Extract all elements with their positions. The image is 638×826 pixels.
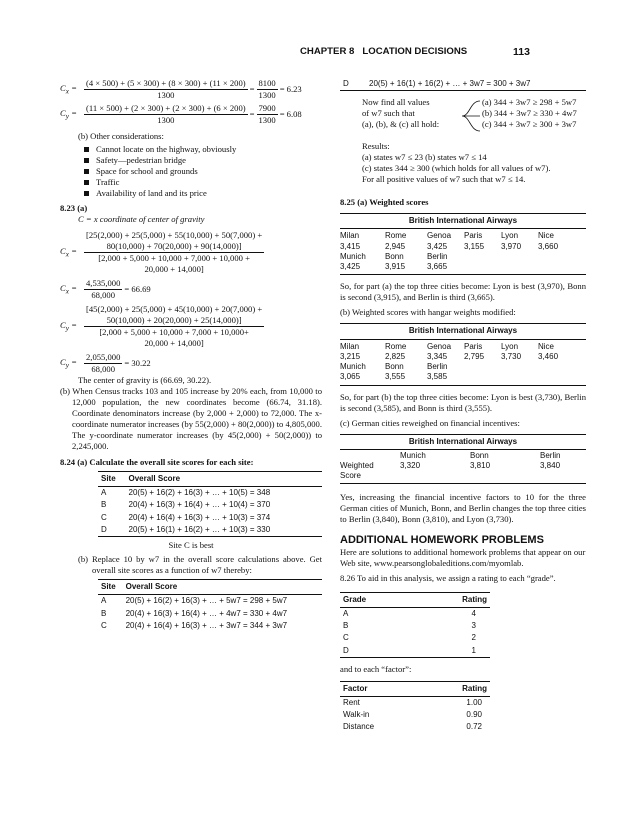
page-number: 113 [513, 46, 530, 58]
cy-big-equation: $C_y$ = [45(2,000) + 25(5,000) + 45(10,000) + 20(7,000) + 50(10,000) + 20(20,000) + 25(14,000)] [2,000 + 5,000 + 10,000 + 7,000 + 10,000+ 20,000 + 14,000] [60, 304, 263, 348]
weighted-scores-c: British International Airways Munich Bonn Berlin Weighted Score 3,320 3,810 3,840 [340, 434, 586, 484]
problem-8-25: 8.25 (a) Weighted scores [340, 197, 429, 208]
table-row: B 20(4) + 16(3) + 16(4) + … + 4w7 = 330 + 4w7 [101, 608, 288, 618]
list-item: Safety—pedestrian bridge [96, 155, 322, 166]
running-header [300, 46, 540, 58]
col-site: Site [98, 472, 126, 487]
table-row: B 20(4) + 16(3) + 16(4) + … + 10(4) = 370 [101, 500, 271, 510]
cx-definition: C = x coordinate of center of gravity [78, 214, 205, 224]
table-row: A 20(5) + 16(2) + 16(3) + … + 5w7 = 298 + 5w7 [101, 596, 288, 606]
site-c-best: Site C is best [168, 540, 214, 551]
table-row: D 20(5) + 16(1) + 16(2) + … + 10(3) = 330 [98, 524, 322, 537]
list-item: Cannot locate on the highway, obviously [96, 144, 322, 155]
col-overall: Overall Score [126, 472, 323, 487]
d-row-table [340, 78, 586, 91]
para-c: Yes, increasing the financial incentive factors to 10 for the three German cities of Munich, Bonn, and Berlin changes the top three cities to Berlin (3,840), Bonn (3,810), and Lyon (3,730). [340, 491, 586, 524]
problem-8-26: 8.26 To aid in this analysis, we assign a rating to each “grade”. [340, 572, 556, 583]
site-score-table [98, 471, 322, 537]
cy-result: $C_y$ = $\frac{2,055,000}{68,000}$ = 30.22 [60, 352, 151, 374]
chapter-label: CHAPTER 8 [300, 46, 355, 57]
para-a: So, for part (a) the top three cities become: Lyon is best (3,970), Bonn is second (3,915), and Berlin is third (3,665). [340, 281, 586, 303]
center-of-gravity: The center of gravity is (66.69, 30.22). [78, 375, 212, 385]
site-score-table-wrap [60, 471, 322, 537]
table-row: A 20(5) + 16(2) + 16(3) + … + 10(5) = 348 [101, 488, 271, 498]
list-item: Traffic [96, 177, 322, 188]
list-item: Availability of land and its price [96, 188, 322, 199]
add-text: Here are solutions to additional homework problems that appear on our Web site, www.pearsonglobaleditions.com/myomlab. [340, 546, 586, 568]
table-row: D 20(5) + 16(1) + 16(2) + … + 3w7 = 300 + 3w7 [340, 78, 586, 91]
right-column [340, 78, 586, 734]
cx-result: $C_x$ = $\frac{4,535,000}{68,000}$ = 66.69 [60, 278, 151, 300]
grade-table: Grade Rating A 4 B 3 C 2 D 1 [340, 592, 490, 658]
replace-paragraph: (b) Replace 10 by w7 in the overall score calculations above. Get overall site scores as a function of w7 thereby: [78, 554, 322, 576]
cy-equation: $C_y$ = $\frac{(11 \times 500) + (2 \times 300) + (2 \times 300) + (6 \times 200)}{1300}$ = $\frac{7900}{1300}$ = 6.08 [60, 103, 302, 125]
table-row: Distance 0.72 [343, 722, 482, 732]
list-item: Space for school and grounds [96, 166, 322, 177]
considerations-list [60, 144, 322, 199]
table-row: A 4 [343, 608, 476, 618]
cx-big-equation: $C_x$ = [25(2,000) + 25(5,000) + 55(10,000) + 50(7,000) + 80(10,000) + 70(20,000) + 90(14,000)] [2,000 + 5,000 + 10,000 + 7,000 + 10,000 + 20,000 + 14,000] [60, 230, 263, 274]
inequalities: Now find all values of w7 such that (a), (b), & (c) all hold: (a) 344 + 3w7 ≥ 298 + 5w7 (b) 344 + 3w7 ≥ 330 + 4w7 (c) 344 + 3w7 ≥ 300 + 3w7 [340, 97, 586, 135]
brace-arrows [460, 97, 482, 135]
table-row: B 3 [343, 621, 476, 631]
table-row: Walk-in 0.90 [343, 710, 482, 720]
table-row: D 1 [340, 645, 490, 658]
hangar-label: (b) Weighted scores with hangar weights modified: [340, 307, 516, 318]
factor-intro: and to each “factor”: [340, 663, 412, 674]
cx-equation: $C_x$ = $\frac{(4 \times 500) + (5 \times 300) + (8 \times 300) + (11 \times 200)}{1300}$ = $\frac{8100}{1300}$ = 6.23 [60, 78, 302, 100]
table-row: C 20(4) + 16(4) + 16(3) + … + 3w7 = 344 + 3w7 [101, 620, 288, 630]
section-title: ADDITIONAL HOMEWORK PROBLEMS [340, 533, 544, 546]
german-label: (c) German cities reweighed on financial incentives: [340, 417, 520, 428]
chapter-title: LOCATION DECISIONS [362, 46, 468, 57]
other-considerations: (b) Other considerations: [78, 131, 164, 141]
weighted-scores-a: British International Airways Milan Rome Genoa Paris Lyon Nice 3,415 2,945 3,425 3,155 3,970 3,660 Munich Bonn Berlin 3,425 3,915 3,665 [340, 213, 586, 275]
results: Results: (a) states w7 ≤ 23 (b) states w7 ≤ 14 (c) states 344 ≥ 300 (which holds for all values of w7). For all positive values of w7 such that w7 ≤ 14. [362, 141, 551, 185]
para-b: So, for part (b) the top three cities become: Lyon is best (3,730), Berlin is second (3,585), and Bonn is third (3,555). [340, 391, 586, 413]
table-row: Rent 1.00 [343, 698, 482, 707]
weighted-scores-b: British International Airways Milan Rome Genoa Paris Lyon Nice 3,215 2,825 3,345 2,795 3,730 3,460 Munich Bonn Berlin 3,065 3,555 3,585 [340, 323, 586, 385]
table-row: C 2 [343, 633, 476, 643]
table-row: C 20(4) + 16(4) + 16(3) + … + 10(3) = 374 [101, 512, 271, 522]
factor-table: Factor Rating Rent 1.00 Walk-in 0.90 Distance 0.72 [340, 681, 490, 734]
problem-8-23: 8.23 (a) [60, 203, 88, 213]
w7-score-table: Site Overall Score A 20(5) + 16(2) + 16(3) + … + 5w7 = 298 + 5w7 B 20(4) + 16(3) + 16(4) + … + 4w7 = 330 + 4w7 C 20(4) + 16(4) + 16(3) + … + 3w7 = 344 + 3w7 [98, 579, 322, 632]
problem-8-24: 8.24 (a) Calculate the overall site scores for each site: [60, 457, 254, 467]
census-paragraph: (b) When Census tracks 103 and 105 increase by 20% each, from 10,000 to 12,000 population, the new coordinates become (66.74, 31.18). Coordinate denominators increase (by 2,000 + 2,000) to 72,000. The x-coordinate numerator increases (by 55(2,000) + 80(2,000)) to 4,805,000. The y-coordinate numerator increases (by 45(2,000) + 50(2,000)) to 2,245,000. [60, 386, 322, 451]
left-column [60, 78, 322, 632]
